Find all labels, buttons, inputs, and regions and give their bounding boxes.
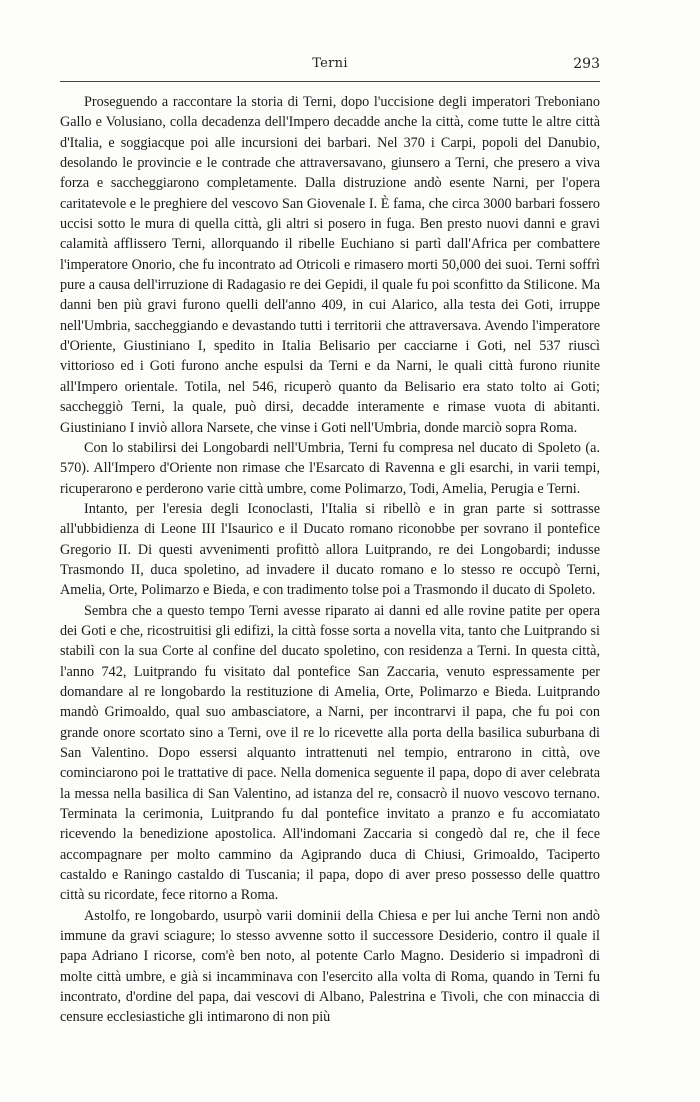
- paragraph: Proseguendo a raccontare la storia di Terni, dopo l'uccisione degli imperatori Treboniano Gallo e Volusiano, colla decadenza dell'Impero decadde anche la città, come tutte le altre città d'Italia, e soggiacque poi alle incursioni dei barbari. Nel 370 i Carpi, popoli del Danubio, desolando le provincie e le contrade che attraversavano, giunsero a Terni, che presero a viva forza e saccheggiarono completamente. Dalla distruzione andò esente Narni, per l'opera caritatevole e le preghiere del vescovo San Giovenale I. È fama, che circa 3000 barbari fossero uccisi sotto le mura di quella città, gli altri si posero in fuga. Ben presto nuovi danni e gravi calamità afflissero Terni, allorquando il ribelle Euchiano si partì dall'Africa per combattere l'imperatore Onorio, che fu incontrato ad Otricoli e rimasero morti 50,000 dei suoi. Terni soffrì pure a causa dell'irruzione di Radagasio re dei Gepidi, il quale fu poi sconfitto da Stilicone. Ma danni ben più gravi furono quelli dell'anno 409, in cui Alarico, alla testa dei Goti, irruppe nell'Umbria, saccheggiando e devastando tutti i territorii che attraversava. Avendo l'imperatore d'Oriente, Giustiniano I, spedito in Italia Belisario per cacciarne i Goti, nel 537 riuscì vittorioso ed i Goti furono anche espulsi da Terni e da Narni, le quali città furono riunite all'Impero orientale. Totila, nel 546, ricuperò quanto da Belisario era stato tolto ai Goti; saccheggiò Terni, la quale, può dirsi, decadde interamente e rimase vuota di abitanti. Giustiniano I inviò allora Narsete, che vinse i Goti nell'Umbria, donde marciò sopra Roma.: [60, 94, 600, 436]
- paragraph: Intanto, per l'eresia degli Iconoclasti, l'Italia si ribellò e in gran parte si sottrasse all'ubbidienza di Leone III l'Isaurico e il Ducato romano riconobbe per sovrano il pontefice Gregorio II. Di questi avvenimenti profittò allora Luitprando, re dei Longobardi; indusse Trasmondo II, duca spoletino, ad invadere il ducato romano e lo stesso re occupò Terni, Amelia, Orte, Polimarzo e Bieda, e con tradimento tolse poi a Trasmondo il ducato di Spoleto.: [60, 500, 600, 599]
- paragraph: Con lo stabilirsi dei Longobardi nell'Umbria, Terni fu compresa nel ducato di Spoleto (a. 570). All'Impero d'Oriente non rimase che l'Esarcato di Ravenna e gli esarchi, in varii tempi, ricuperarono e perderono varie città umbre, come Polimarzo, Todi, Amelia, Perugia e Terni.: [60, 439, 600, 497]
- paragraph: Astolfo, re longobardo, usurpò varii dominii della Chiesa e per lui anche Terni non andò immune da gravi sciagure; lo stesso avvenne sotto il successore Desiderio, contro il quale il papa Adriano I ricorse, com'è ben noto, al potente Carlo Magno. Desiderio si impadronì di molte città umbre, e già si incamminava con l'esercito alla volta di Roma, quando in Terni fu incontrato, d'ordine del papa, dai vescovi di Albano, Palestrina e Tivoli, che con minaccia di censure ecclesiastiche gli intimarono di non più: [60, 907, 600, 1026]
- header-rule: [60, 81, 600, 82]
- body-text: [60, 92, 600, 1028]
- page-number: 293: [573, 56, 600, 72]
- paragraph: Sembra che a questo tempo Terni avesse riparato ai danni ed alle rovine patite per opera dei Goti e che, ricostruitisi gli edifizi, la città fosse sorta a novella vita, tanto che Luitprando si stabilì con la sua Corte al confine del ducato spoletino, con residenza a Terni. In questa città, l'anno 742, Luitprando fu visitato dal pontefice San Zaccaria, venuto espressamente per domandare al re longobardo la restituzione di Amelia, Orte, Polimarzo e Bieda. Luitprando mandò Grimoaldo, qual suo ambasciatore, a Narni, per incontrarvi il papa, che fu poi con grande onore scortato sino a Terni, ove il re lo ricevette alla porta della basilica suburbana di San Valentino. Dopo essersi alquanto intrattenuti nel tempio, entrarono in città, ove cominciarono poi le trattative di pace. Nella domenica seguente il papa, dopo di aver celebrata la messa nella basilica di San Valentino, ad istanza del re, consacrò il nuovo vescovo ternano. Terminata la cerimonia, Luitprando fu dal pontefice invitato a pranzo e fu accomiatato ricevendo la benedizione apostolica. All'indomani Zaccaria si congedò dal re, che il fece accompagnare per molto cammino da Agiprando duca di Chiusi, Grimoaldo, Taciperto castaldo e Raningo castaldo di Tuscania; il papa, dopo di aver preso possesso delle quattro città su ricordate, fece ritorno a Roma.: [60, 602, 600, 904]
- running-head: [60, 56, 600, 78]
- page-title: Terni: [312, 56, 348, 71]
